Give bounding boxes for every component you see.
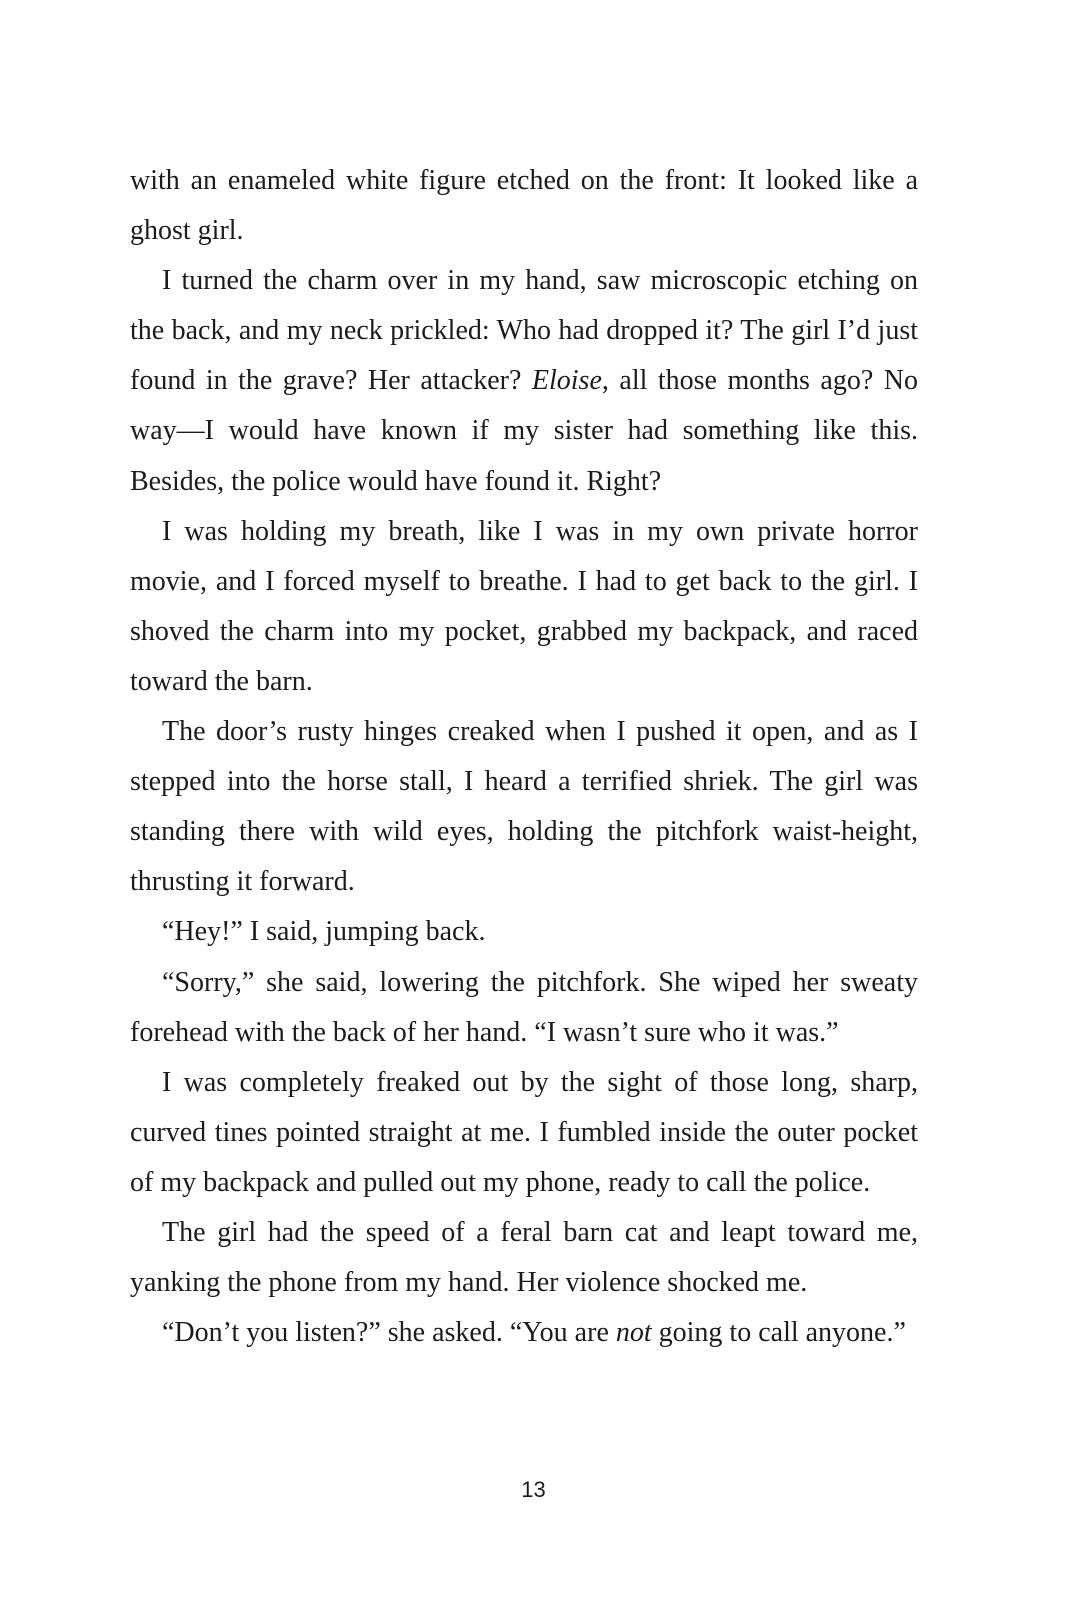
paragraph: [130, 1058, 918, 1208]
paragraph: [130, 1308, 918, 1358]
page-body: [130, 156, 918, 1358]
text-run: I was holding my breath, like I was in my own private horror movie, and I forced myself to breathe. I had to get back to the girl. I shoved the charm into my pocket, grabbed my backpack, and raced toward the barn.: [130, 515, 918, 697]
text-run: “Sorry,” she said, lowering the pitchfork. She wiped her sweaty forehead with the back of her hand. “I wasn’t sure who it was.”: [130, 966, 918, 1048]
text-run: The door’s rusty hinges creaked when I pushed it open, and as I stepped into the horse stall, I heard a terrified shriek. The girl was standing there with wild eyes, holding the pitchfork waist-height, thrusting it forward.: [130, 716, 918, 898]
text-run: , all those months ago? No way—I would have known if my sister had something like this. Besides, the police would have found it. Right?: [130, 365, 918, 497]
paragraph: [130, 1208, 918, 1308]
paragraph: [130, 907, 918, 957]
text-run: with an enameled white figure etched on the front: It looked like a ghost girl.: [130, 165, 918, 247]
text-run: “Don’t you listen?” she asked. “You are: [162, 1317, 616, 1349]
italic-text-run: not: [615, 1317, 652, 1349]
text-run: I turned the charm over in my hand, saw microscopic etching on the back, and my neck prickled: Who had dropped it? The girl I’d just found in the grave? Her attacker?: [130, 265, 918, 397]
text-run: going to call anyone.”: [651, 1317, 906, 1349]
text-run: I was completely freaked out by the sight of those long, sharp, curved tines pointed straight at me. I fumbled inside the outer pocket of my backpack and pulled out my phone, ready to call the police.: [130, 1066, 918, 1198]
paragraph: [130, 507, 918, 707]
paragraph: [130, 256, 918, 506]
paragraph: [130, 707, 918, 907]
text-run: The girl had the speed of a feral barn cat and leapt toward me, yanking the phone from my hand. Her violence shocked me.: [130, 1216, 918, 1299]
page-number: 13: [521, 1477, 546, 1502]
paragraph: [130, 156, 918, 256]
italic-text-run: Eloise: [531, 365, 602, 397]
paragraph: [130, 958, 918, 1058]
text-run: “Hey!” I said, jumping back.: [162, 916, 486, 948]
